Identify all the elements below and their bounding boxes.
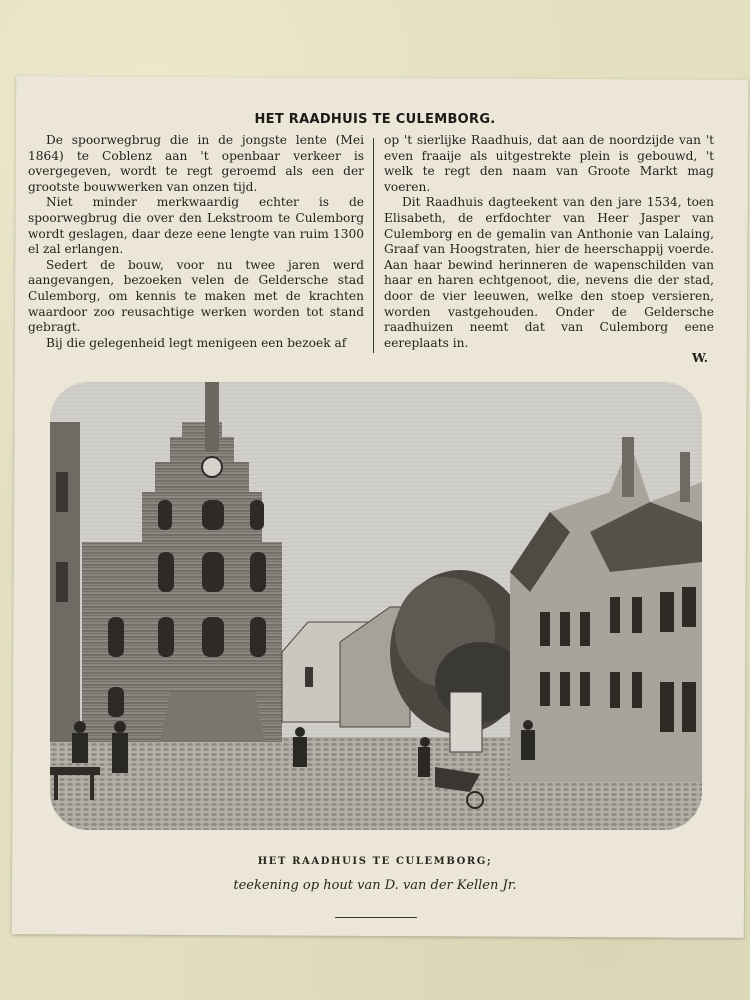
footer-rule: [335, 917, 417, 918]
column-divider: [373, 138, 374, 353]
paragraph: Dit Raadhuis dagteekent van den jare 1534, toen Elisabeth, de erfdochter van Heer Jasper van Culemborg en de gemalin van Anthonie van Lalaing, Graaf van Hoogstraten, hier de heerschappij voerde. Aan haar bewind herinneren de wapenschilden van haar en haren echtgenoot, die, nevens die der stad, door de vier leeuwen, welke den stoep versieren, worden vastgehouden. Onder de Geldersche raadhuizen neemt dat van Culemborg eene eereplaats in.: [384, 195, 714, 350]
engraving-image: [50, 382, 702, 830]
wood-engraving-town-hall: [50, 382, 702, 830]
paragraph: Bij die gelegenheid legt menigeen een bezoek af: [46, 335, 347, 350]
paragraph: Niet minder merkwaardig echter is de spoorwegbrug die over den Lekstroom te Culemborg wordt geslagen, daar deze eene lengte van ruim 1300 el zal erlangen.: [28, 195, 364, 257]
paragraph: op 't sierlijke Raadhuis, dat aan de noordzijde van 't even fraaije als uitgestrekte plein is gebouwd, 't welk te regt den naam van Groote Markt mag voeren.: [384, 133, 714, 194]
illustration-credit: teekening op hout van D. van der Kellen Jr.: [233, 878, 517, 893]
paragraph: De spoorwegbrug die in de jongste lente (Mei 1864) te Coblenz aan 't openbaar verkeer is overgegeven, wordt te regt geroemd als een der grootste bouwwerken van onzen tijd.: [28, 133, 364, 194]
paragraph: Sedert de bouw, voor nu twee jaren werd aangevangen, bezoeken velen de Geldersche stad Culemborg, om kennis te maken met de krachten waardoor zoo reusachtige werken worden tot stand gebragt.: [28, 257, 364, 335]
article-title: HET RAADHUIS TE CULEMBORG.: [254, 112, 496, 127]
article-column-left: [28, 133, 364, 351]
article-column-right: [384, 133, 714, 367]
illustration-caption: HET RAADHUIS TE CULEMBORG;: [257, 856, 493, 867]
author-signature: W.: [691, 351, 708, 366]
